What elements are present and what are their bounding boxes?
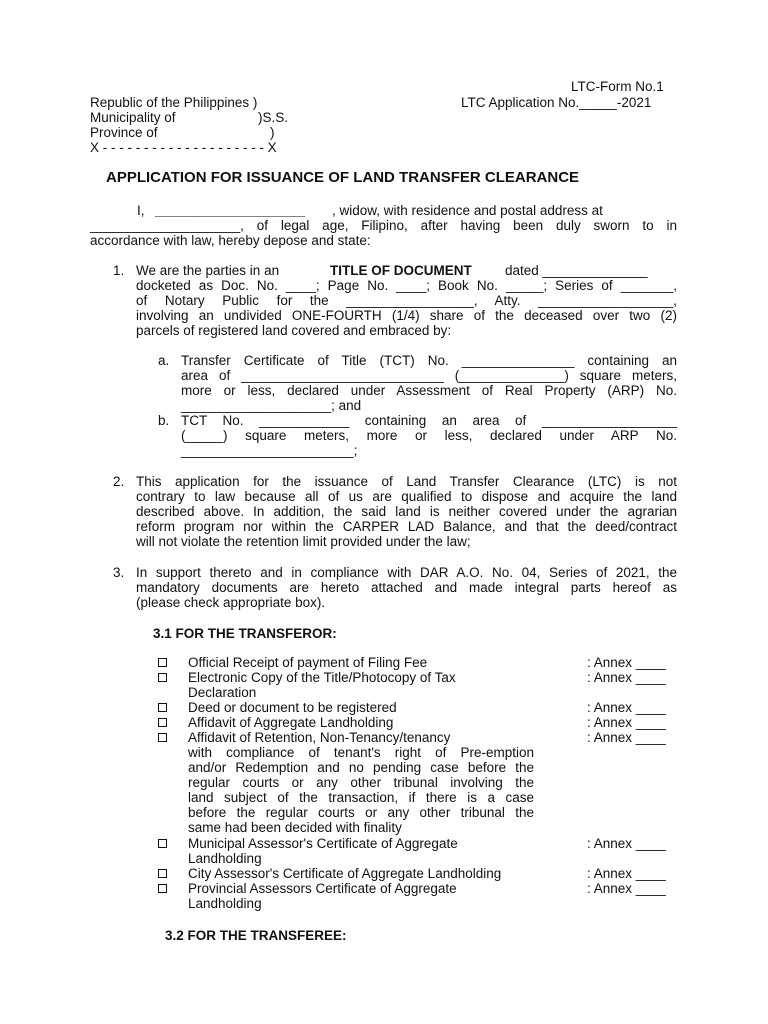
annex-field: : Annex ____ bbox=[587, 881, 666, 896]
sub-b-line2: (_____) square meters, more or less, declared under ARP No. bbox=[181, 428, 677, 443]
checklist-item-label: same had been decided with finality bbox=[188, 820, 402, 835]
item3-line1: In support thereto and in compliance with DAR A.O. No. 04, Series of 2021, the bbox=[136, 565, 677, 580]
checklist-item-label: Municipal Assessor's Certificate of Aggregate bbox=[188, 836, 458, 851]
item1-line2: docketed as Doc. No. ____; Page No. ____; Book No. _____; Series of _______, bbox=[136, 278, 677, 293]
checklist-item-label: Affidavit of Aggregate Landholding bbox=[188, 715, 394, 730]
sub-a-label: a. bbox=[158, 353, 170, 368]
sub-a-line1: Transfer Certificate of Title (TCT) No. _______________ containing an bbox=[181, 353, 677, 368]
checkbox[interactable] bbox=[158, 703, 167, 712]
item2-line4: reform program nor within the CARPER LAD Balance, and that the deed/contract bbox=[136, 519, 677, 534]
sub-a-line3: more or less, declared under Assessment of Real Property (ARP) No. bbox=[181, 383, 677, 398]
checkbox[interactable] bbox=[158, 884, 167, 893]
annex-field: : Annex ____ bbox=[587, 836, 666, 851]
item3-line2: mandatory documents are hereto attached and made integral parts hereof as bbox=[136, 580, 677, 595]
checkbox[interactable] bbox=[158, 718, 167, 727]
item2-line5: will not violate the retention limit provided under the law; bbox=[136, 534, 471, 549]
item1-line1-a: We are the parties in an bbox=[136, 263, 280, 278]
checkbox[interactable] bbox=[158, 658, 167, 667]
checklist-item-label: before the regular courts or any other tribunal the bbox=[188, 805, 534, 820]
intro-line1-rest: , widow, with residence and postal address at bbox=[332, 203, 603, 218]
checklist-item-label: Landholding bbox=[188, 896, 262, 911]
checklist-item-label: City Assessor's Certificate of Aggregate Landholding bbox=[188, 866, 502, 881]
sub-a-line4: ____________________; and bbox=[181, 398, 362, 413]
item1-line4: involving an undivided ONE-FOURTH (1/4) share of the deceased over two (2) bbox=[136, 308, 677, 323]
item1-number: 1. bbox=[113, 263, 125, 278]
checklist-item-label: Official Receipt of payment of Filing Fee bbox=[188, 655, 428, 670]
annex-field: : Annex ____ bbox=[587, 700, 666, 715]
checkbox[interactable] bbox=[158, 869, 167, 878]
annex-field: : Annex ____ bbox=[587, 670, 666, 685]
municipality-line: Municipality of bbox=[90, 110, 176, 125]
checklist-item-label: Landholding bbox=[188, 851, 262, 866]
checklist-item-label: with compliance of tenant's right of Pre-emption bbox=[188, 745, 534, 760]
municipality-ss: )S.S. bbox=[258, 110, 289, 125]
sub-a-line2: area of ___________________________ (______________) square meters, bbox=[181, 368, 677, 383]
checkbox[interactable] bbox=[158, 733, 167, 742]
item1-line3: of Notary Public for the _________________, Atty. __________________, bbox=[136, 293, 677, 308]
intro-line3: accordance with law, hereby depose and state: bbox=[90, 233, 371, 248]
application-number: LTC Application No._____-2021 bbox=[461, 95, 652, 110]
checklist-item-label: Deed or document to be registered bbox=[188, 700, 397, 715]
checkbox[interactable] bbox=[158, 673, 167, 682]
intro-i: I, bbox=[137, 203, 145, 218]
sub-b-line1: TCT No. ____________ containing an area of __________________ bbox=[181, 413, 677, 428]
checklist-item-label: Electronic Copy of the Title/Photocopy of Tax bbox=[188, 670, 456, 685]
intro-line2: ____________________, of legal age, Filipino, after having been duly sworn to in bbox=[90, 218, 677, 233]
form-number: LTC-Form No.1 bbox=[571, 79, 664, 94]
item2-number: 2. bbox=[113, 474, 125, 489]
venue-separator: X - - - - - - - - - - - - - - - - - - - - X bbox=[90, 140, 277, 155]
checkbox[interactable] bbox=[158, 839, 167, 848]
item1-line1-b: dated ______________ bbox=[505, 263, 648, 278]
checklist-item-label: and/or Redemption and no pending case before the bbox=[188, 760, 534, 775]
transferee-heading: 3.2 FOR THE TRANSFEREE: bbox=[165, 928, 347, 943]
province-line: Province of bbox=[90, 125, 158, 140]
item2-line3: described above. In addition, the said land is neither covered under the agrarian bbox=[136, 504, 677, 519]
republic-line: Republic of the Philippines ) bbox=[90, 95, 258, 110]
annex-field: : Annex ____ bbox=[587, 730, 666, 745]
item3-number: 3. bbox=[113, 565, 125, 580]
annex-field: : Annex ____ bbox=[587, 715, 666, 730]
item3-line3: (please check appropriate box). bbox=[136, 595, 326, 610]
affiant-name-blank: ____________________ bbox=[155, 203, 306, 218]
document-title: APPLICATION FOR ISSUANCE OF LAND TRANSFER CLEARANCE bbox=[106, 169, 580, 186]
checklist-item-label: Declaration bbox=[188, 685, 257, 700]
title-of-document: TITLE OF DOCUMENT bbox=[330, 263, 472, 278]
annex-field: : Annex ____ bbox=[587, 655, 666, 670]
item2-line2: contrary to law because all of us are qualified to dispose and acquire the land bbox=[136, 489, 677, 504]
province-paren: ) bbox=[270, 125, 275, 140]
transferor-heading: 3.1 FOR THE TRANSFEROR: bbox=[153, 626, 337, 641]
annex-field: : Annex ____ bbox=[587, 866, 666, 881]
item1-line5: parcels of registered land covered and embraced by: bbox=[136, 323, 452, 338]
checklist-item-label: Affidavit of Retention, Non-Tenancy/tenancy bbox=[188, 730, 451, 745]
checklist-item-label: land subject of the transaction, if there is a case bbox=[188, 790, 534, 805]
sub-b-label: b. bbox=[158, 413, 170, 428]
item2-line1: This application for the issuance of Land Transfer Clearance (LTC) is not bbox=[136, 474, 677, 489]
checklist-item-label: Provincial Assessors Certificate of Aggregate bbox=[188, 881, 457, 896]
checklist-item-label: regular courts or any other tribunal involving the bbox=[188, 775, 534, 790]
sub-b-line3: _______________________; bbox=[181, 443, 358, 458]
